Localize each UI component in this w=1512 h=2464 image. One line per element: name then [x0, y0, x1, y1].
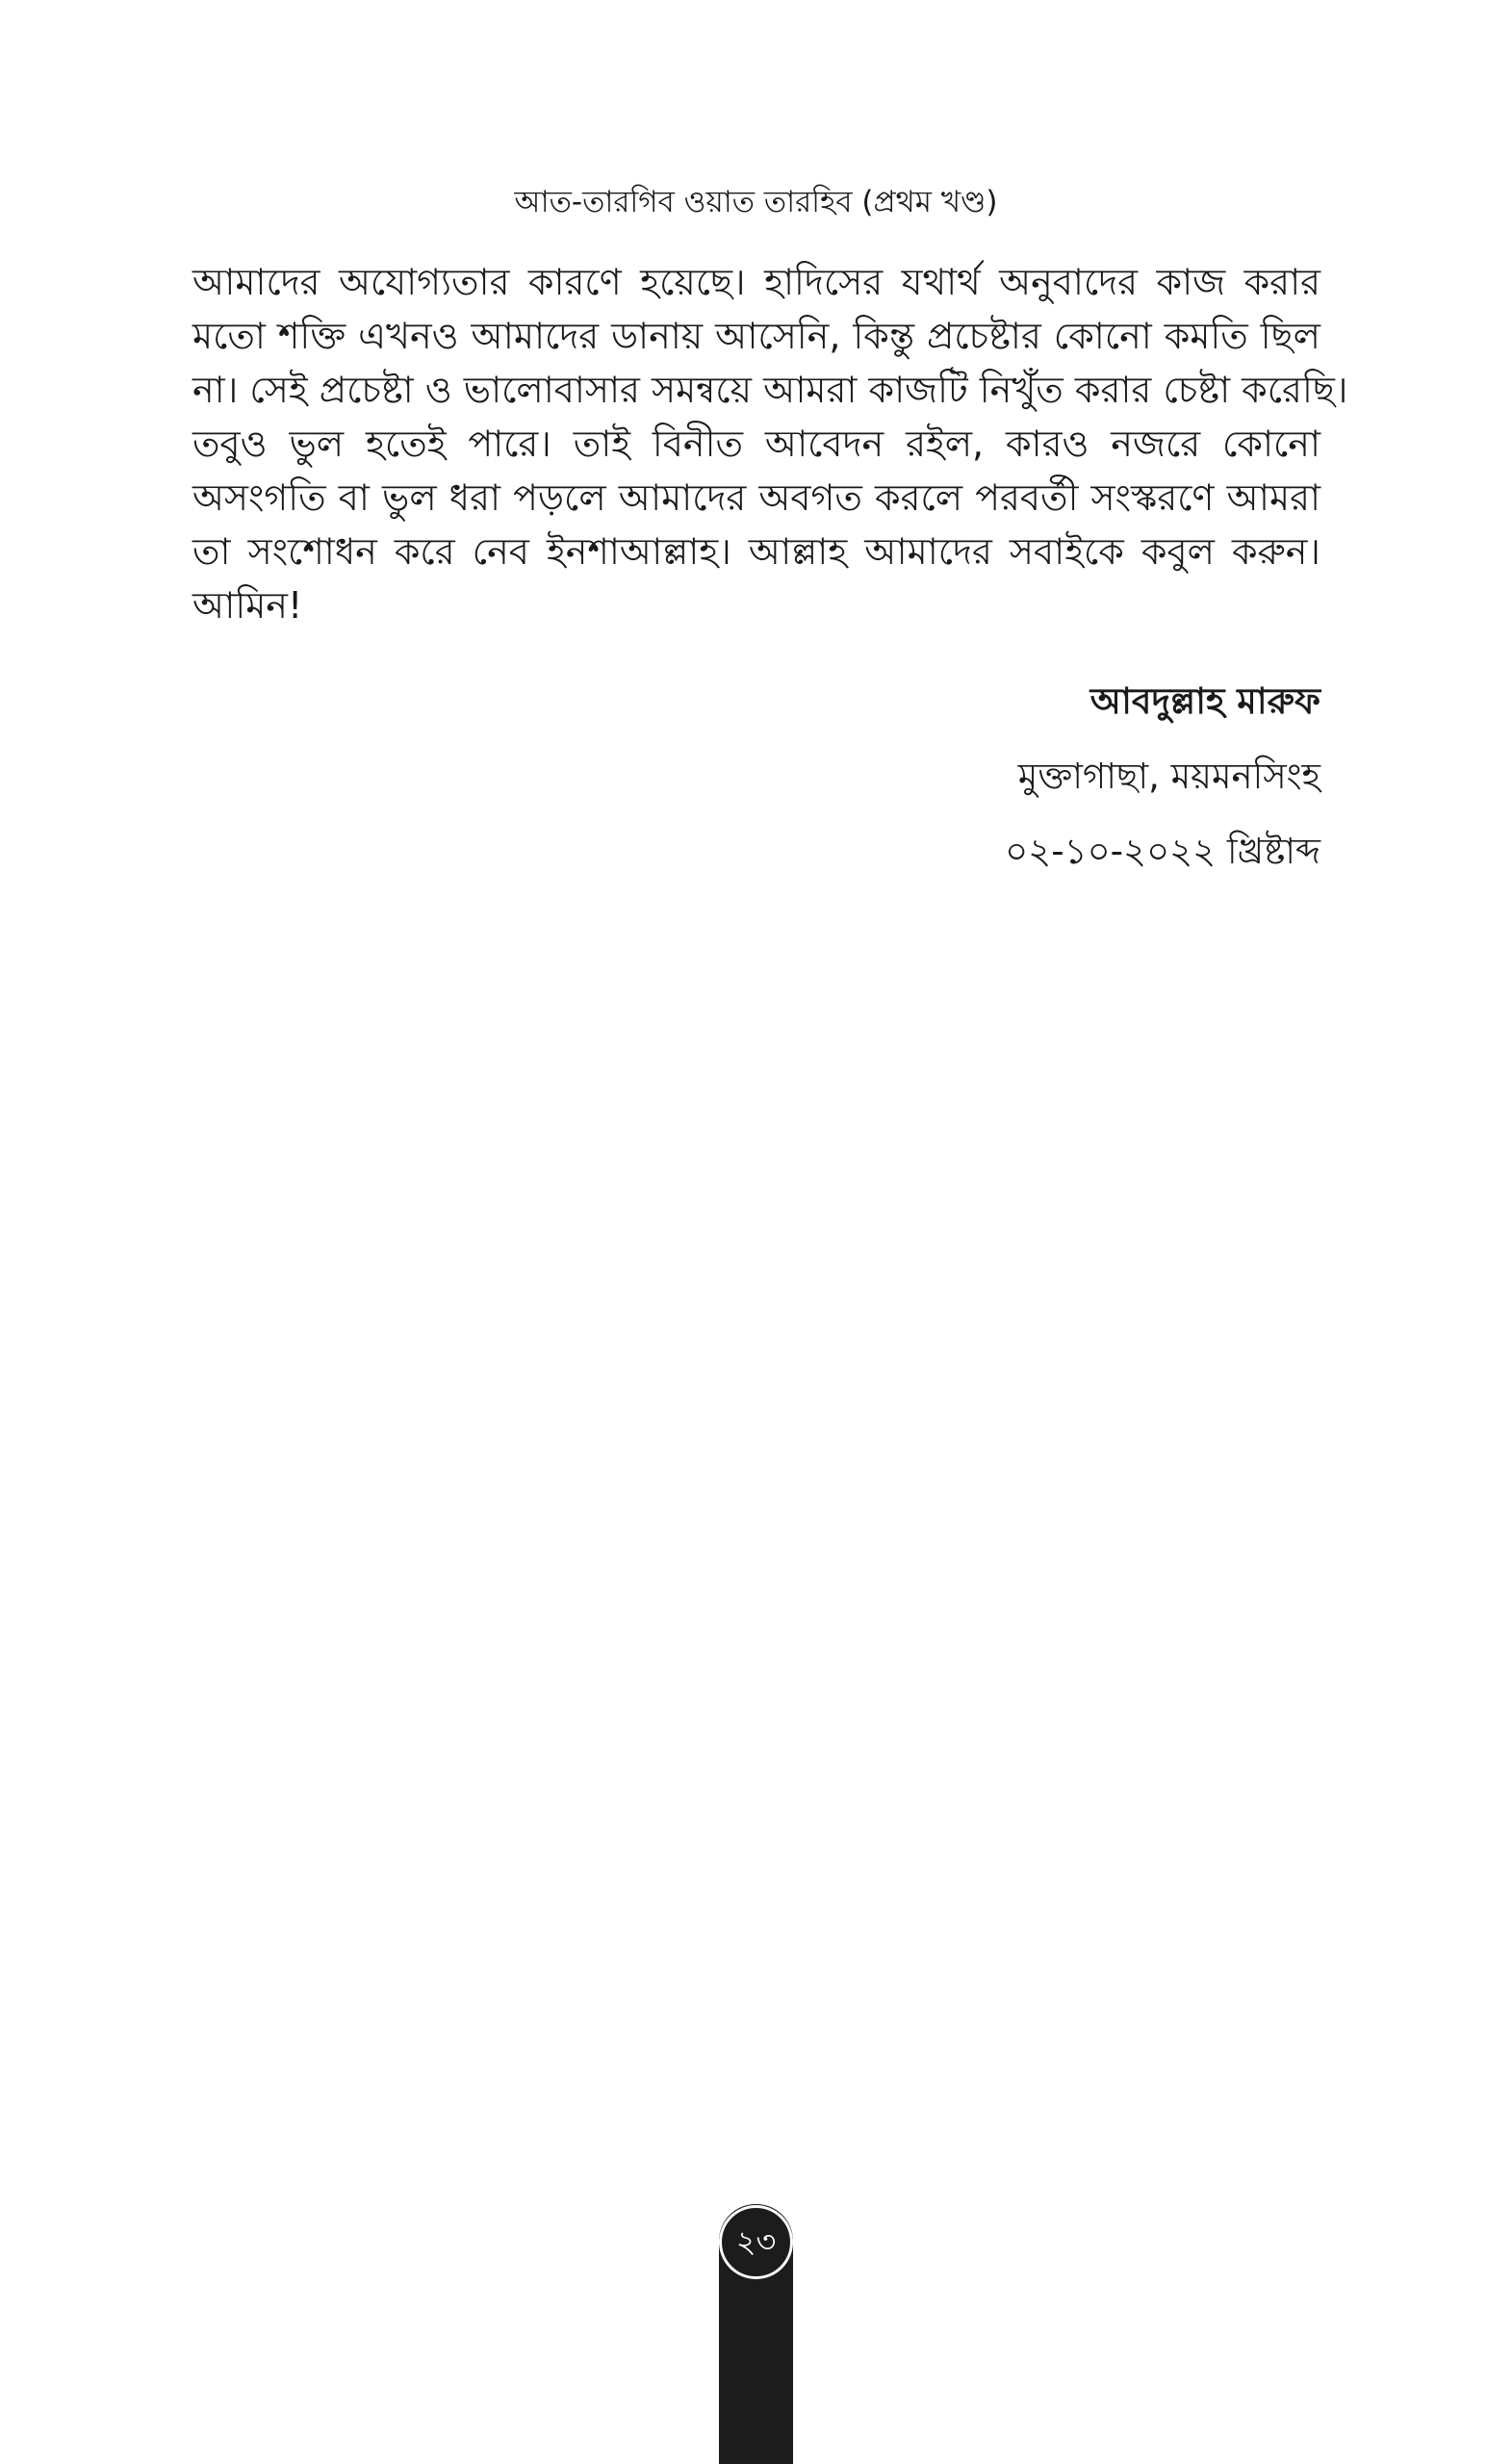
signature-name: আবদুল্লাহ মারুফ	[1089, 680, 1320, 722]
paragraph-line-3: না। সেই প্রচেষ্টা ও ভালোবাসার সমন্বয়ে আমরা কাজটি নিখুঁত করার চেষ্টা করেছি।	[192, 369, 1348, 411]
paragraph-line-7: আমিন!	[192, 584, 303, 627]
paragraph-line-2: মতো শক্তি এখনও আমাদের ডানায় আসেনি, কিন্তু প্রচেষ্টার কোনো কমতি ছিল	[192, 315, 1320, 357]
signature-place: মুক্তাগাছা, ময়মনসিংহ	[1017, 756, 1320, 797]
body-paragraph	[192, 255, 1348, 632]
paragraph-line-1: আমাদের অযোগ্যতার কারণে হয়েছে। হাদিসের যথার্থ অনুবাদের কাজ করার	[192, 261, 1320, 303]
paragraph-line-5: অসংগতি বা ভুল ধরা পড়লে আমাদের অবগত করলে পরবর্তী সংস্করণে আমরা	[192, 476, 1320, 519]
paragraph-line-4: তবুও ভুল হতেই পারে। তাই বিনীত আবেদন রইল, কারও নজরে কোনো	[192, 423, 1320, 465]
page-number: ২৩	[719, 2205, 793, 2279]
running-header: আত-তারগিব ওয়াত তারহিব (প্রথম খণ্ড)	[514, 185, 998, 219]
signature-date: ০২-১০-২০২২ খ্রিষ্টাব্দ	[1005, 831, 1320, 872]
paragraph-line-6: তা সংশোধন করে নেব ইনশাআল্লাহ। আল্লাহ আমাদের সবাইকে কবুল করুন।	[192, 530, 1320, 573]
